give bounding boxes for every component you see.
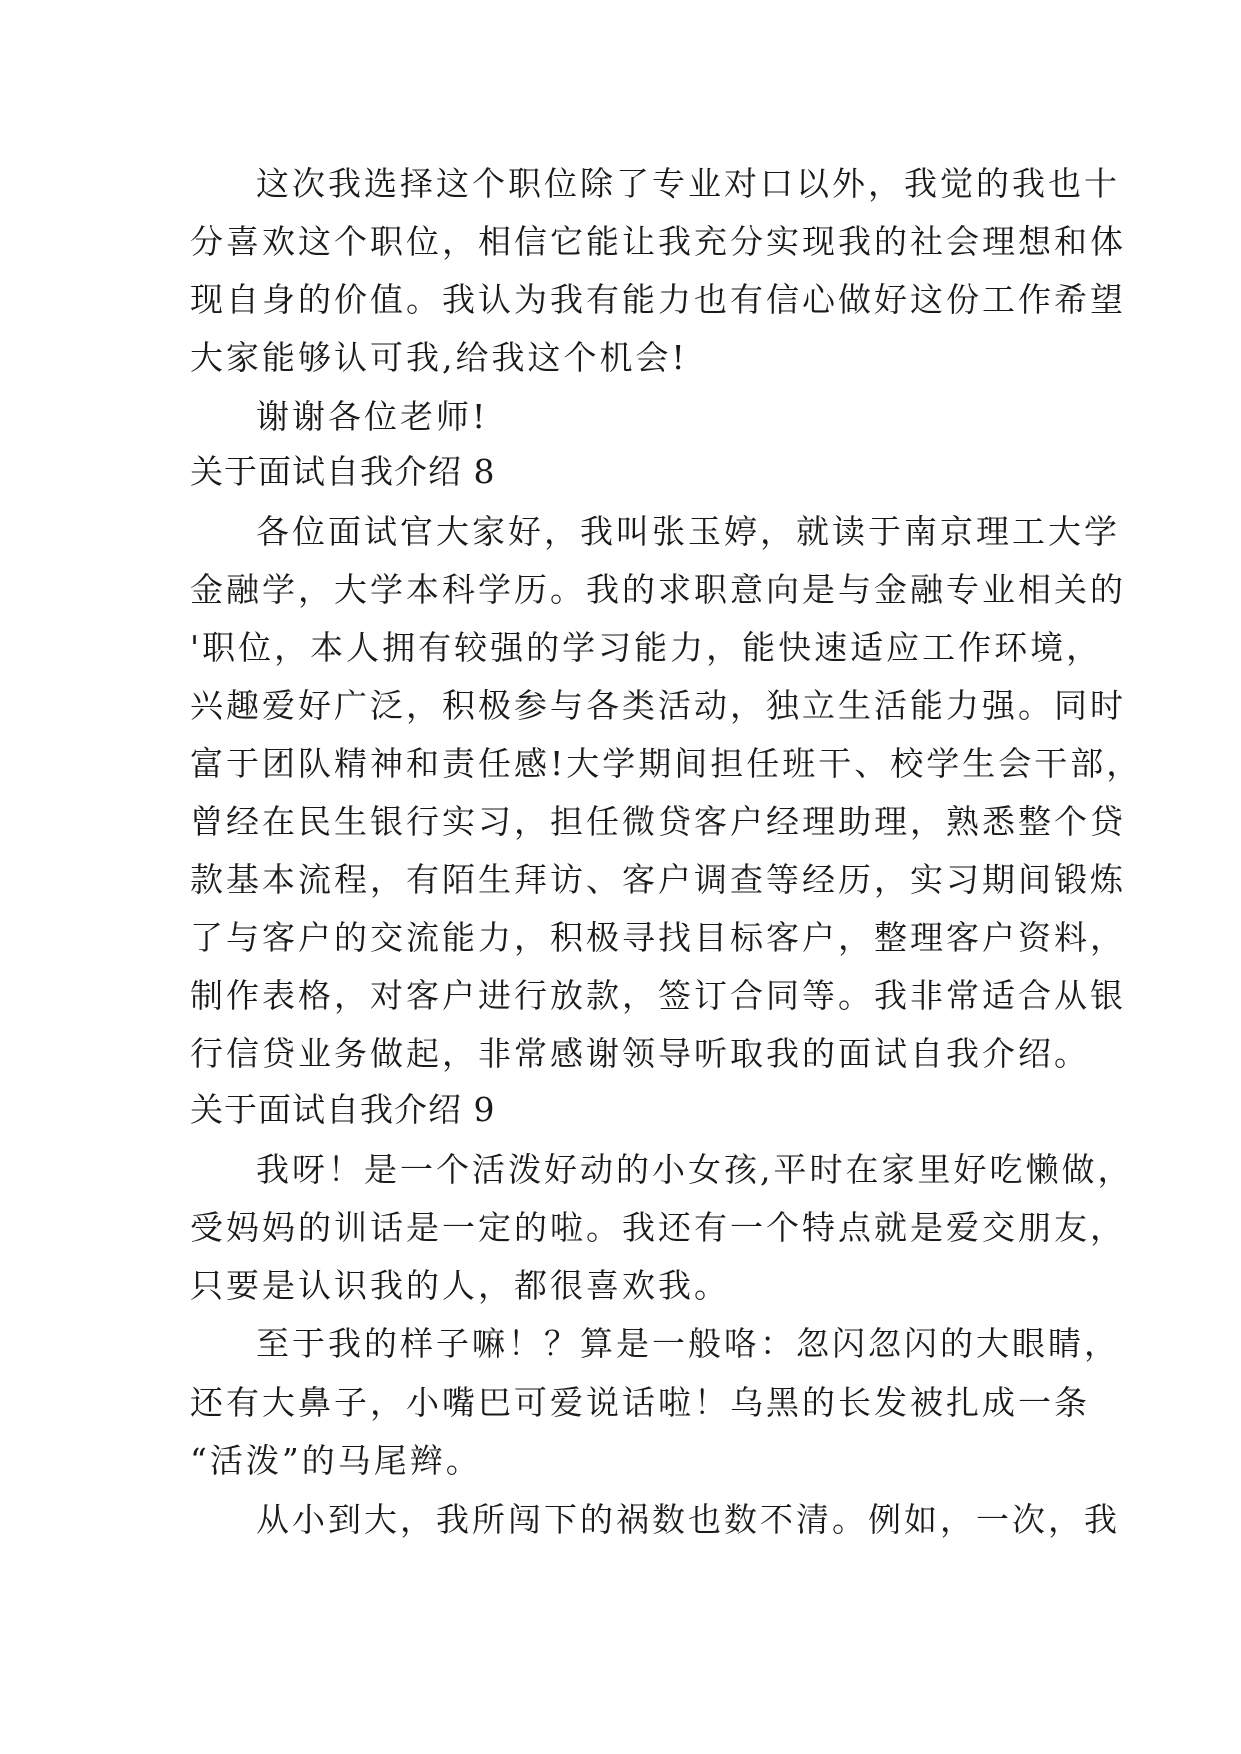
- paragraph-line: 还有大鼻子，小嘴巴可爱说话啦！乌黑的长发被扎成一条: [190, 1383, 1090, 1422]
- paragraph-line: '职位，本人拥有较强的学习能力，能快速适应工作环境，: [190, 628, 1103, 667]
- paragraph-line: 了与客户的交流能力，积极寻找目标客户，整理客户资料，: [190, 918, 1126, 957]
- paragraph-line: 我呀！是一个活泼好动的小女孩,平时在家里好吃懒做，: [256, 1150, 1134, 1189]
- paragraph-line: 款基本流程，有陌生拜访、客户调查等经历，实习期间锻炼: [190, 860, 1126, 899]
- paragraph-line: 行信贷业务做起，非常感谢领导听取我的面试自我介绍。: [190, 1034, 1090, 1073]
- paragraph-line: “活泼”的马尾辫。: [190, 1441, 482, 1480]
- paragraph-line: 现自身的价值。我认为我有能力也有信心做好这份工作希望: [190, 280, 1126, 319]
- paragraph-line: 曾经在民生银行实习，担任微贷客户经理助理，熟悉整个贷: [190, 802, 1126, 841]
- paragraph-line: 分喜欢这个职位，相信它能让我充分实现我的社会理想和体: [190, 222, 1126, 261]
- paragraph-line: 这次我选择这个职位除了专业对口以外，我觉的我也十: [256, 164, 1120, 203]
- paragraph-line: 大家能够认可我,给我这个机会!: [190, 338, 688, 377]
- paragraph-line: 各位面试官大家好，我叫张玉婷，就读于南京理工大学: [256, 512, 1120, 551]
- paragraph-line: 至于我的样子嘛！？算是一般咯：忽闪忽闪的大眼睛，: [256, 1324, 1120, 1363]
- section-heading: 关于面试自我介绍 9: [190, 1090, 496, 1129]
- paragraph-line: 受妈妈的训话是一定的啦。我还有一个特点就是爱交朋友，: [190, 1208, 1126, 1247]
- paragraph-line: 富于团队精神和责任感!大学期间担任班干、校学生会干部，: [190, 744, 1143, 783]
- paragraph-line: 金融学，大学本科学历。我的求职意向是与金融专业相关的: [190, 570, 1126, 609]
- paragraph-line: 制作表格，对客户进行放款，签订合同等。我非常适合从银: [190, 976, 1126, 1015]
- paragraph-line: 只要是认识我的人，都很喜欢我。: [190, 1266, 730, 1305]
- section-heading: 关于面试自我介绍 8: [190, 452, 496, 491]
- paragraph-line: 从小到大，我所闯下的祸数也数不清。例如，一次，我: [256, 1500, 1120, 1539]
- paragraph-line: 兴趣爱好广泛，积极参与各类活动，独立生活能力强。同时: [190, 686, 1126, 725]
- paragraph-line: 谢谢各位老师!: [256, 397, 489, 436]
